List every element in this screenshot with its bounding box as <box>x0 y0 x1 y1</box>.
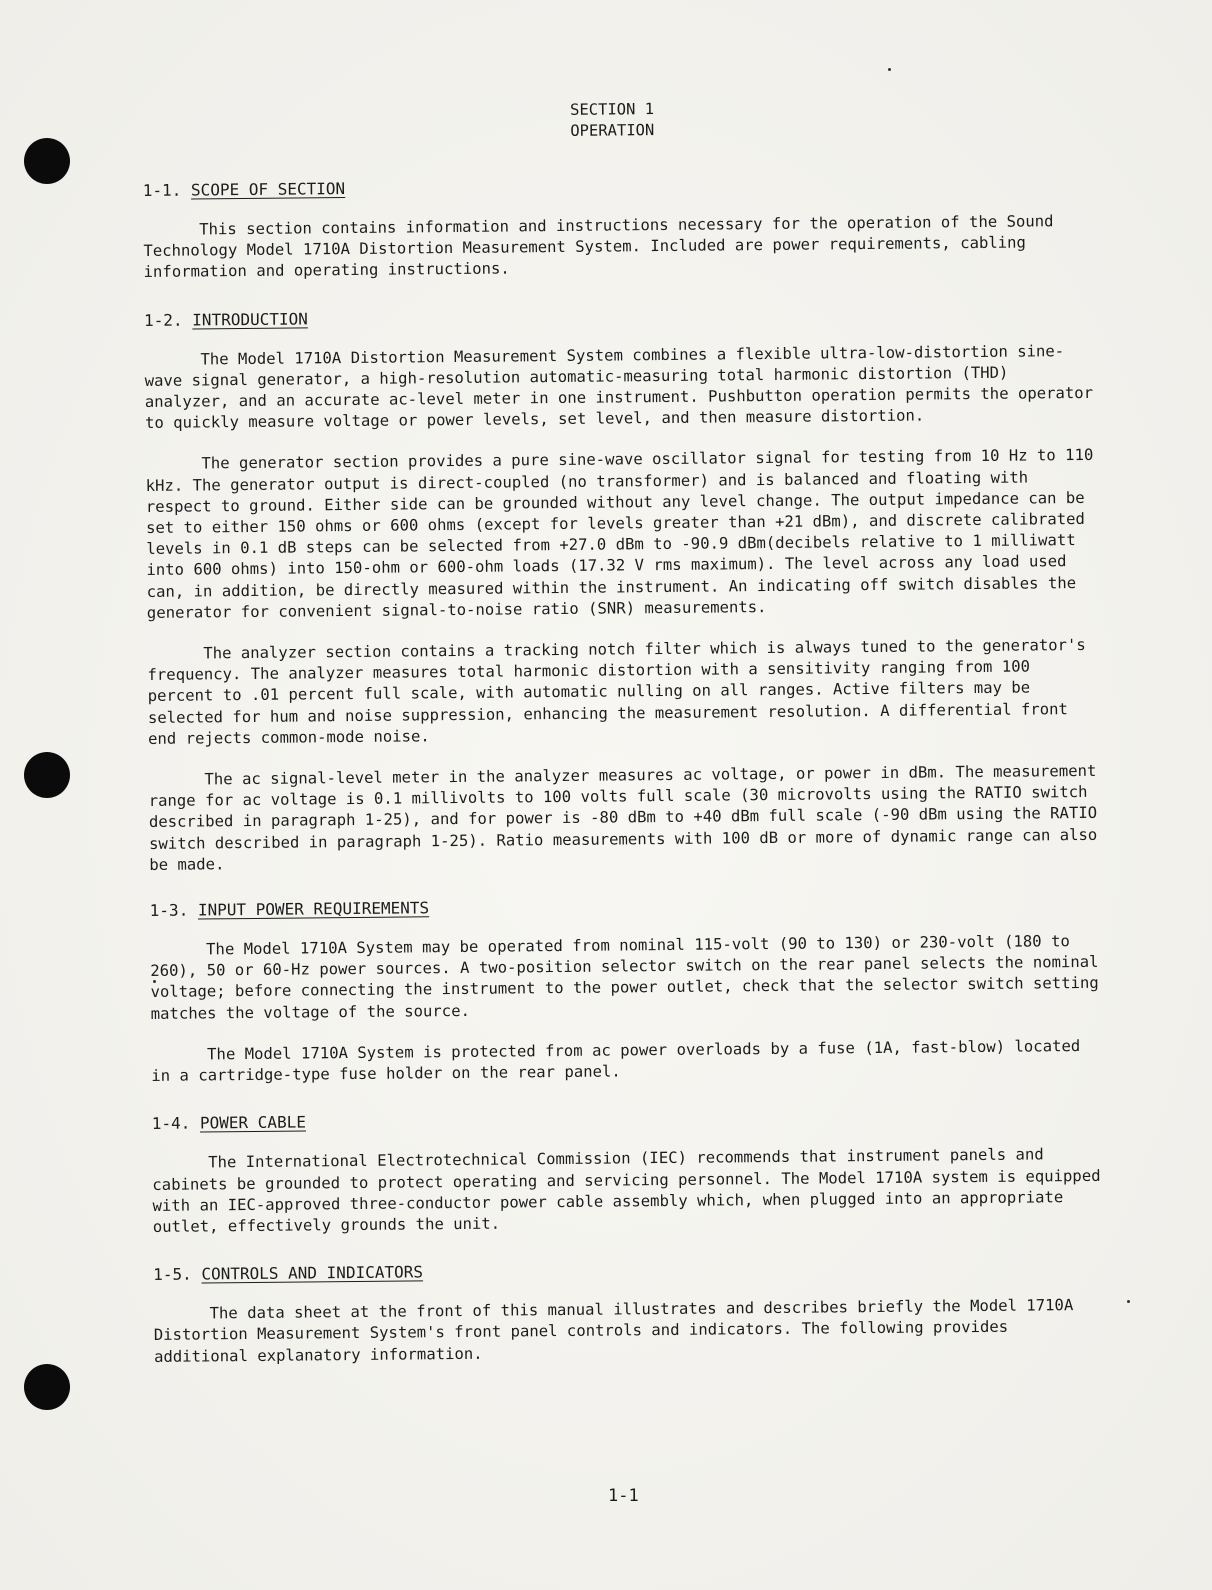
paragraph: The International Electrotechnical Commission (IEC) recommends that instrument panels and cabinets be grounded to protect operating and servicing personnel. The Model 1710A system is equipped with an IEC-approved three-conductor power cable assembly which, when plugged into an appropriate outlet, effectively grounds the unit. <box>152 1145 1101 1236</box>
section-title: OPERATION <box>570 121 655 140</box>
document-body <box>142 95 1104 1368</box>
scan-speck <box>888 68 891 71</box>
paragraph: The Model 1710A System is protected from ac power overloads by a fuse (1A, fast-blow) located in a cartridge-type fuse holder on the rear panel. <box>151 1036 1081 1086</box>
section-1-2 <box>144 300 1099 876</box>
paragraph: This section contains information and instructions necessary for the operation of the Sound Technology Model 1710A Distortion Measurement System. Included are power requirements, cabling information and operating instructions. <box>143 212 1054 282</box>
section-heading-title: SCOPE OF SECTION <box>190 179 346 200</box>
section-heading <box>152 1104 1102 1135</box>
section-heading-title: POWER CABLE <box>199 1112 307 1133</box>
section-1-5 <box>153 1255 1104 1368</box>
paragraph: The generator section provides a pure sine-wave oscillator signal for testing from 10 Hz to 110 kHz. The generator output is direct-coupled (no transformer) and is balanced and floating with respect to ground. Either side can be grounded without any level change. The output impedance can be set to either 150 ohms or 600 ohms (except for levels greater than +21 dBm), and discrete calibrated levels in 0.1 dB steps can be selected from +27.0 dBm to -90.9 dBm(decibels relative to 1 milliwatt into 600 ohms) into 150-ohm or 600-ohm loads (17.32 V rms maximum). The level across any load used can, in addition, be directly measured within the instrument. An indicating off switch disables the generator for convenient signal-to-noise ratio (SNR) measurements. <box>145 446 1094 622</box>
section-number: 1-4. <box>151 1113 191 1134</box>
section-heading <box>144 300 1094 331</box>
scan-speck <box>1127 1300 1130 1303</box>
section-number: 1-1. <box>142 180 182 200</box>
paragraph: The ac signal-level meter in the analyzer measures ac voltage, or power in dBm. The measurement range for ac voltage is 0.1 millivolts to 100 volts full scale (30 microvolts using the RATIO switch described in paragraph 1-25), and for power is -80 dBm to +40 dBm full scale (-90 dBm using the RATIO switch described in paragraph 1-25). Ratio measurements with 100 dB or more of dynamic range can also be made. <box>148 761 1098 874</box>
section-number: 1-2. <box>143 310 183 330</box>
section-1-3 <box>150 891 1102 1087</box>
section-heading <box>143 171 1093 202</box>
binder-hole-top <box>24 138 70 184</box>
page-number: 1-1 <box>608 1486 639 1506</box>
paragraph: The Model 1710A System may be operated from nominal 115-volt (90 to 130) or 230-volt (180 to 260), 50 or 60-Hz power sources. A two-position selector switch on the rear panel selects the nominal voltage; before connecting the instrument to the power outlet, check that the selector switch setting matches the voltage of the source. <box>150 932 1099 1023</box>
paragraph: The data sheet at the front of this manual illustrates and describes briefly the Model 1710A Distortion Measurement System's front panel controls and indicators. The following provides additional explanatory information. <box>153 1296 1074 1366</box>
document-header <box>142 95 1082 146</box>
section-number: 1-5. <box>153 1264 192 1285</box>
section-1-1 <box>143 171 1094 284</box>
binder-hole-bottom <box>24 1364 70 1410</box>
section-1-4 <box>152 1104 1103 1238</box>
paragraph: The Model 1710A Distortion Measurement System combines a flexible ultra-low-distortion sine-wave signal generator, a high-resolution automatic-measuring total harmonic distortion (THD) analyzer, and an accurate ac-level meter in one instrument. Pushbutton operation permits the operator to quickly measure voltage or power levels, set level, and then measure distortion. <box>144 341 1094 433</box>
paragraph: The analyzer section contains a tracking notch filter which is always tuned to the generator's frequency. The analyzer measures total harmonic distortion with a sensitivity ranging from 100 percent to .01 percent full scale, with automatic nulling on all ranges. Active filters may be selected for hum and noise suppression, enhancing the measurement resolution. A differential front end rejects common-mode noise. <box>147 636 1086 748</box>
section-number: 1-3. <box>149 900 189 921</box>
section-heading-title: CONTROLS AND INDICATORS <box>201 1262 424 1284</box>
section-heading <box>153 1255 1103 1286</box>
section-heading-title: INPUT POWER REQUIREMENTS <box>197 898 430 920</box>
section-heading <box>150 891 1100 922</box>
binder-hole-middle <box>24 752 70 798</box>
section-label: SECTION 1 <box>569 100 655 119</box>
section-heading-title: INTRODUCTION <box>192 309 308 330</box>
